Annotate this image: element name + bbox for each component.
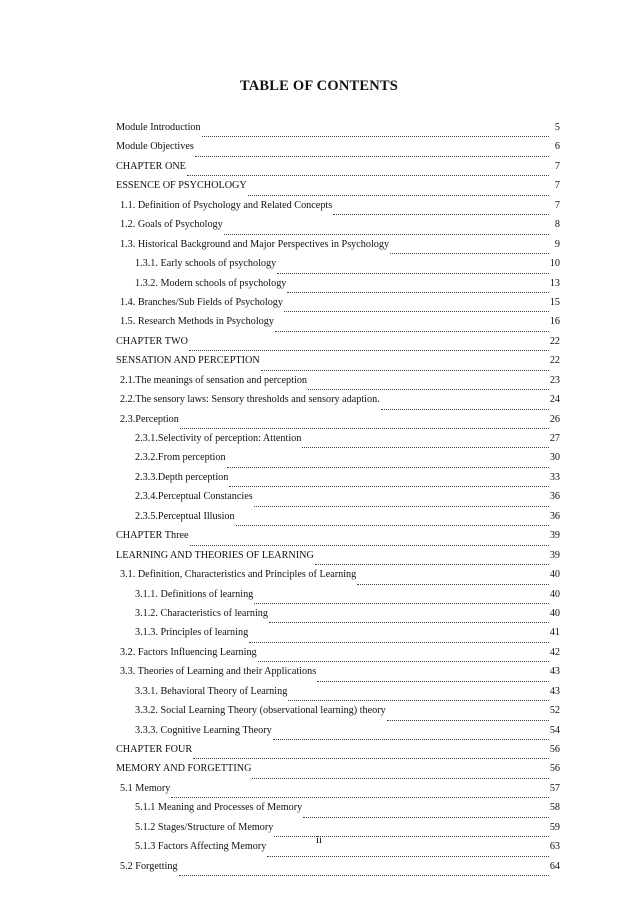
toc-entry-page: 15 — [549, 296, 560, 308]
dot-leader — [171, 797, 548, 798]
toc-entry[interactable] — [116, 258, 560, 277]
dot-leader — [229, 486, 548, 487]
toc-entry-page: 22 — [549, 355, 560, 367]
toc-entry[interactable] — [116, 297, 560, 316]
toc-entry[interactable] — [116, 355, 560, 374]
dot-leader — [254, 603, 549, 604]
dot-leader — [273, 739, 549, 740]
toc-entry[interactable] — [116, 530, 560, 549]
toc-entry[interactable] — [116, 394, 560, 413]
toc-entry[interactable] — [116, 627, 560, 646]
dot-leader — [248, 195, 549, 196]
toc-entry-page: 58 — [549, 802, 560, 814]
toc-entry-page: 41 — [549, 627, 560, 639]
toc-entry[interactable] — [116, 725, 560, 744]
toc-entry-label: 3.3.1. Behavioral Theory of Learning — [135, 685, 288, 697]
toc-entry[interactable] — [116, 511, 560, 530]
toc-entry-label: 2.3.3.Depth perception — [135, 471, 229, 483]
dot-leader — [202, 136, 549, 137]
toc-entry-page: 6 — [554, 141, 560, 153]
toc-entry-page: 40 — [549, 569, 560, 581]
toc-entry-page: 39 — [549, 549, 560, 561]
toc-entry-label: 2.3.1.Selectivity of perception: Attention — [135, 433, 302, 444]
toc-entry-label: 2.2.The sensory laws: Sensory thresholds and sensory adaption. — [120, 394, 380, 406]
dot-leader — [249, 642, 549, 643]
toc-entry[interactable] — [116, 180, 560, 199]
toc-entry[interactable] — [116, 589, 560, 608]
dot-leader — [275, 331, 549, 332]
dot-leader — [357, 584, 549, 585]
dot-leader — [267, 856, 548, 857]
toc-entry[interactable] — [116, 200, 560, 219]
dot-leader — [390, 253, 549, 254]
toc-entry-label: 1.3. Historical Background and Major Perspectives in Psychology — [120, 238, 390, 250]
toc-entry-label: 3.1.3. Principles of learning — [135, 627, 249, 639]
toc-entry-label: 3.1.1. Definitions of learning — [135, 588, 254, 600]
dot-leader — [387, 720, 549, 721]
dot-leader — [288, 700, 549, 701]
toc-entry-label: 2.3.4.Perceptual Constancies — [135, 491, 253, 503]
toc-entry-page: 27 — [549, 433, 560, 444]
dot-leader — [381, 409, 549, 410]
toc-entry[interactable] — [116, 686, 560, 705]
toc-entry[interactable] — [116, 452, 560, 471]
dot-leader — [195, 156, 549, 157]
toc-entry-label: ESSENCE OF PSYCHOLOGY — [116, 180, 247, 192]
toc-entry-label: 5.1.1 Meaning and Processes of Memory — [135, 802, 303, 814]
toc-entry-label: 1.3.2. Modern schools of psychology — [135, 277, 287, 289]
toc-entry-page: 36 — [549, 510, 560, 522]
toc-entry-page: 5 — [554, 122, 560, 133]
dot-leader — [317, 681, 549, 682]
toc-entry[interactable] — [116, 569, 560, 588]
dot-leader — [187, 175, 549, 176]
toc-entry[interactable] — [116, 472, 560, 491]
dot-leader — [261, 370, 549, 371]
toc-entry[interactable] — [116, 375, 560, 394]
toc-entry[interactable] — [116, 608, 560, 627]
toc-entry[interactable] — [116, 219, 560, 238]
toc-entry[interactable] — [116, 336, 560, 355]
toc-entry-label: 3.3.2. Social Learning Theory (observational learning) theory — [135, 705, 386, 717]
toc-entry[interactable] — [116, 239, 560, 258]
dot-leader — [252, 778, 548, 779]
toc-entry-label: 2.3.Perception — [120, 413, 179, 425]
toc-entry-label: CHAPTER TWO — [116, 335, 188, 347]
dot-leader — [269, 622, 549, 623]
toc-entry-page: 23 — [549, 374, 560, 386]
toc-entry-label: 2.1.The meanings of sensation and perception — [120, 374, 308, 386]
toc-entry-label: 1.2. Goals of Psychology — [120, 219, 223, 231]
toc-entry[interactable] — [116, 783, 560, 802]
toc-entry[interactable] — [116, 491, 560, 510]
toc-entry-page: 10 — [549, 258, 560, 270]
toc-entry-label: Module Introduction — [116, 122, 201, 133]
toc-entry-page: 64 — [549, 860, 560, 872]
toc-entry-label: CHAPTER ONE — [116, 160, 186, 172]
toc-entry-label: 2.3.5.Perceptual Illusion — [135, 510, 235, 522]
toc-entry-label: CHAPTER Three — [116, 530, 189, 542]
toc-entry-page: 36 — [549, 491, 560, 503]
toc-entry-label: 3.1.2. Characteristics of learning — [135, 607, 268, 619]
toc-entry-page: 30 — [549, 452, 560, 464]
dot-leader — [302, 447, 548, 448]
toc-entry-page: 40 — [549, 607, 560, 619]
dot-leader — [333, 214, 549, 215]
toc-entry-label: MEMORY AND FORGETTING — [116, 763, 252, 775]
toc-entry[interactable] — [116, 161, 560, 180]
dot-leader — [227, 467, 549, 468]
toc-entry-label: 1.5. Research Methods in Psychology — [120, 316, 274, 328]
toc-entry-label: LEARNING AND THEORIES OF LEARNING — [116, 549, 314, 561]
toc-entry-label: CHAPTER FOUR — [116, 744, 193, 755]
toc-entry[interactable] — [116, 550, 560, 569]
toc-entry[interactable] — [116, 433, 560, 452]
toc-entry[interactable] — [116, 122, 560, 141]
toc-entry-page: 57 — [549, 782, 560, 794]
toc-entry-label: 3.3.3. Cognitive Learning Theory — [135, 724, 272, 736]
toc-entry-label: 5.2 Forgetting — [120, 860, 178, 872]
page-title: TABLE OF CONTENTS — [239, 78, 399, 94]
toc-entry-label: 1.4. Branches/Sub Fields of Psychology — [120, 296, 283, 308]
toc-entry-page: 56 — [549, 744, 560, 755]
toc-entry[interactable] — [116, 705, 560, 724]
toc-entry[interactable] — [116, 861, 560, 880]
toc-entry[interactable] — [116, 744, 560, 763]
dot-leader — [254, 506, 549, 507]
toc-entry[interactable] — [116, 802, 560, 821]
dot-leader — [303, 817, 549, 818]
toc-entry-page: 22 — [549, 335, 560, 347]
toc-entry-label: SENSATION AND PERCEPTION — [116, 355, 260, 367]
dot-leader — [287, 292, 548, 293]
toc-entry-label: 3.1. Definition, Characteristics and Principles of Learning — [120, 569, 357, 581]
toc-entry-page: 56 — [549, 763, 560, 775]
toc-entry-page: 7 — [554, 160, 560, 172]
toc-entry-page: 24 — [549, 394, 560, 406]
toc-entry-label: 5.1.2 Stages/Structure of Memory — [135, 821, 274, 833]
toc-entry-page: 42 — [549, 646, 560, 658]
toc-entry-label: 5.1 Memory — [120, 782, 171, 794]
toc-entry-label: Module Objectives — [116, 141, 194, 153]
toc-entry[interactable] — [116, 414, 560, 433]
toc-entry-label: 1.1. Definition of Psychology and Related Concepts — [120, 199, 333, 211]
toc-entry[interactable] — [116, 666, 560, 685]
toc-entry-page: 16 — [549, 316, 560, 328]
table-of-contents — [116, 122, 560, 880]
dot-leader — [190, 545, 549, 546]
dot-leader — [277, 273, 549, 274]
toc-entry[interactable] — [116, 141, 560, 160]
dot-leader — [189, 350, 549, 351]
dot-leader — [236, 525, 549, 526]
dot-leader — [224, 234, 549, 235]
toc-entry-label: 5.1.3 Factors Affecting Memory — [135, 841, 267, 853]
toc-entry[interactable] — [116, 316, 560, 335]
dot-leader — [308, 389, 549, 390]
dot-leader — [284, 311, 549, 312]
toc-entry-label: 2.3.2.From perception — [135, 452, 226, 464]
toc-entry[interactable] — [116, 647, 560, 666]
toc-entry-page: 40 — [549, 588, 560, 600]
dot-leader — [180, 428, 549, 429]
toc-entry[interactable] — [116, 763, 560, 782]
toc-entry-page: 43 — [549, 685, 560, 697]
dot-leader — [315, 564, 549, 565]
toc-entry-page: 43 — [549, 666, 560, 678]
dot-leader — [179, 875, 549, 876]
toc-entry-label: 1.3.1. Early schools of psychology — [135, 258, 277, 270]
toc-entry[interactable] — [116, 278, 560, 297]
toc-entry-page: 8 — [554, 219, 560, 231]
toc-entry-label: 3.2. Factors Influencing Learning — [120, 646, 257, 658]
toc-entry-page: 13 — [549, 277, 560, 289]
dot-leader — [258, 661, 549, 662]
toc-entry-page: 7 — [554, 199, 560, 211]
page-number: ii — [315, 834, 323, 846]
toc-entry-page: 54 — [549, 724, 560, 736]
dot-leader — [193, 758, 549, 759]
toc-entry-page: 7 — [554, 180, 560, 192]
toc-entry-page: 63 — [549, 841, 560, 853]
toc-entry-page: 9 — [554, 238, 560, 250]
toc-entry-page: 39 — [549, 530, 560, 542]
toc-entry-page: 59 — [549, 821, 560, 833]
toc-entry-page: 26 — [549, 413, 560, 425]
toc-entry-label: 3.3. Theories of Learning and their Applications — [120, 666, 317, 678]
toc-entry-page: 52 — [549, 705, 560, 717]
toc-entry-page: 33 — [549, 471, 560, 483]
